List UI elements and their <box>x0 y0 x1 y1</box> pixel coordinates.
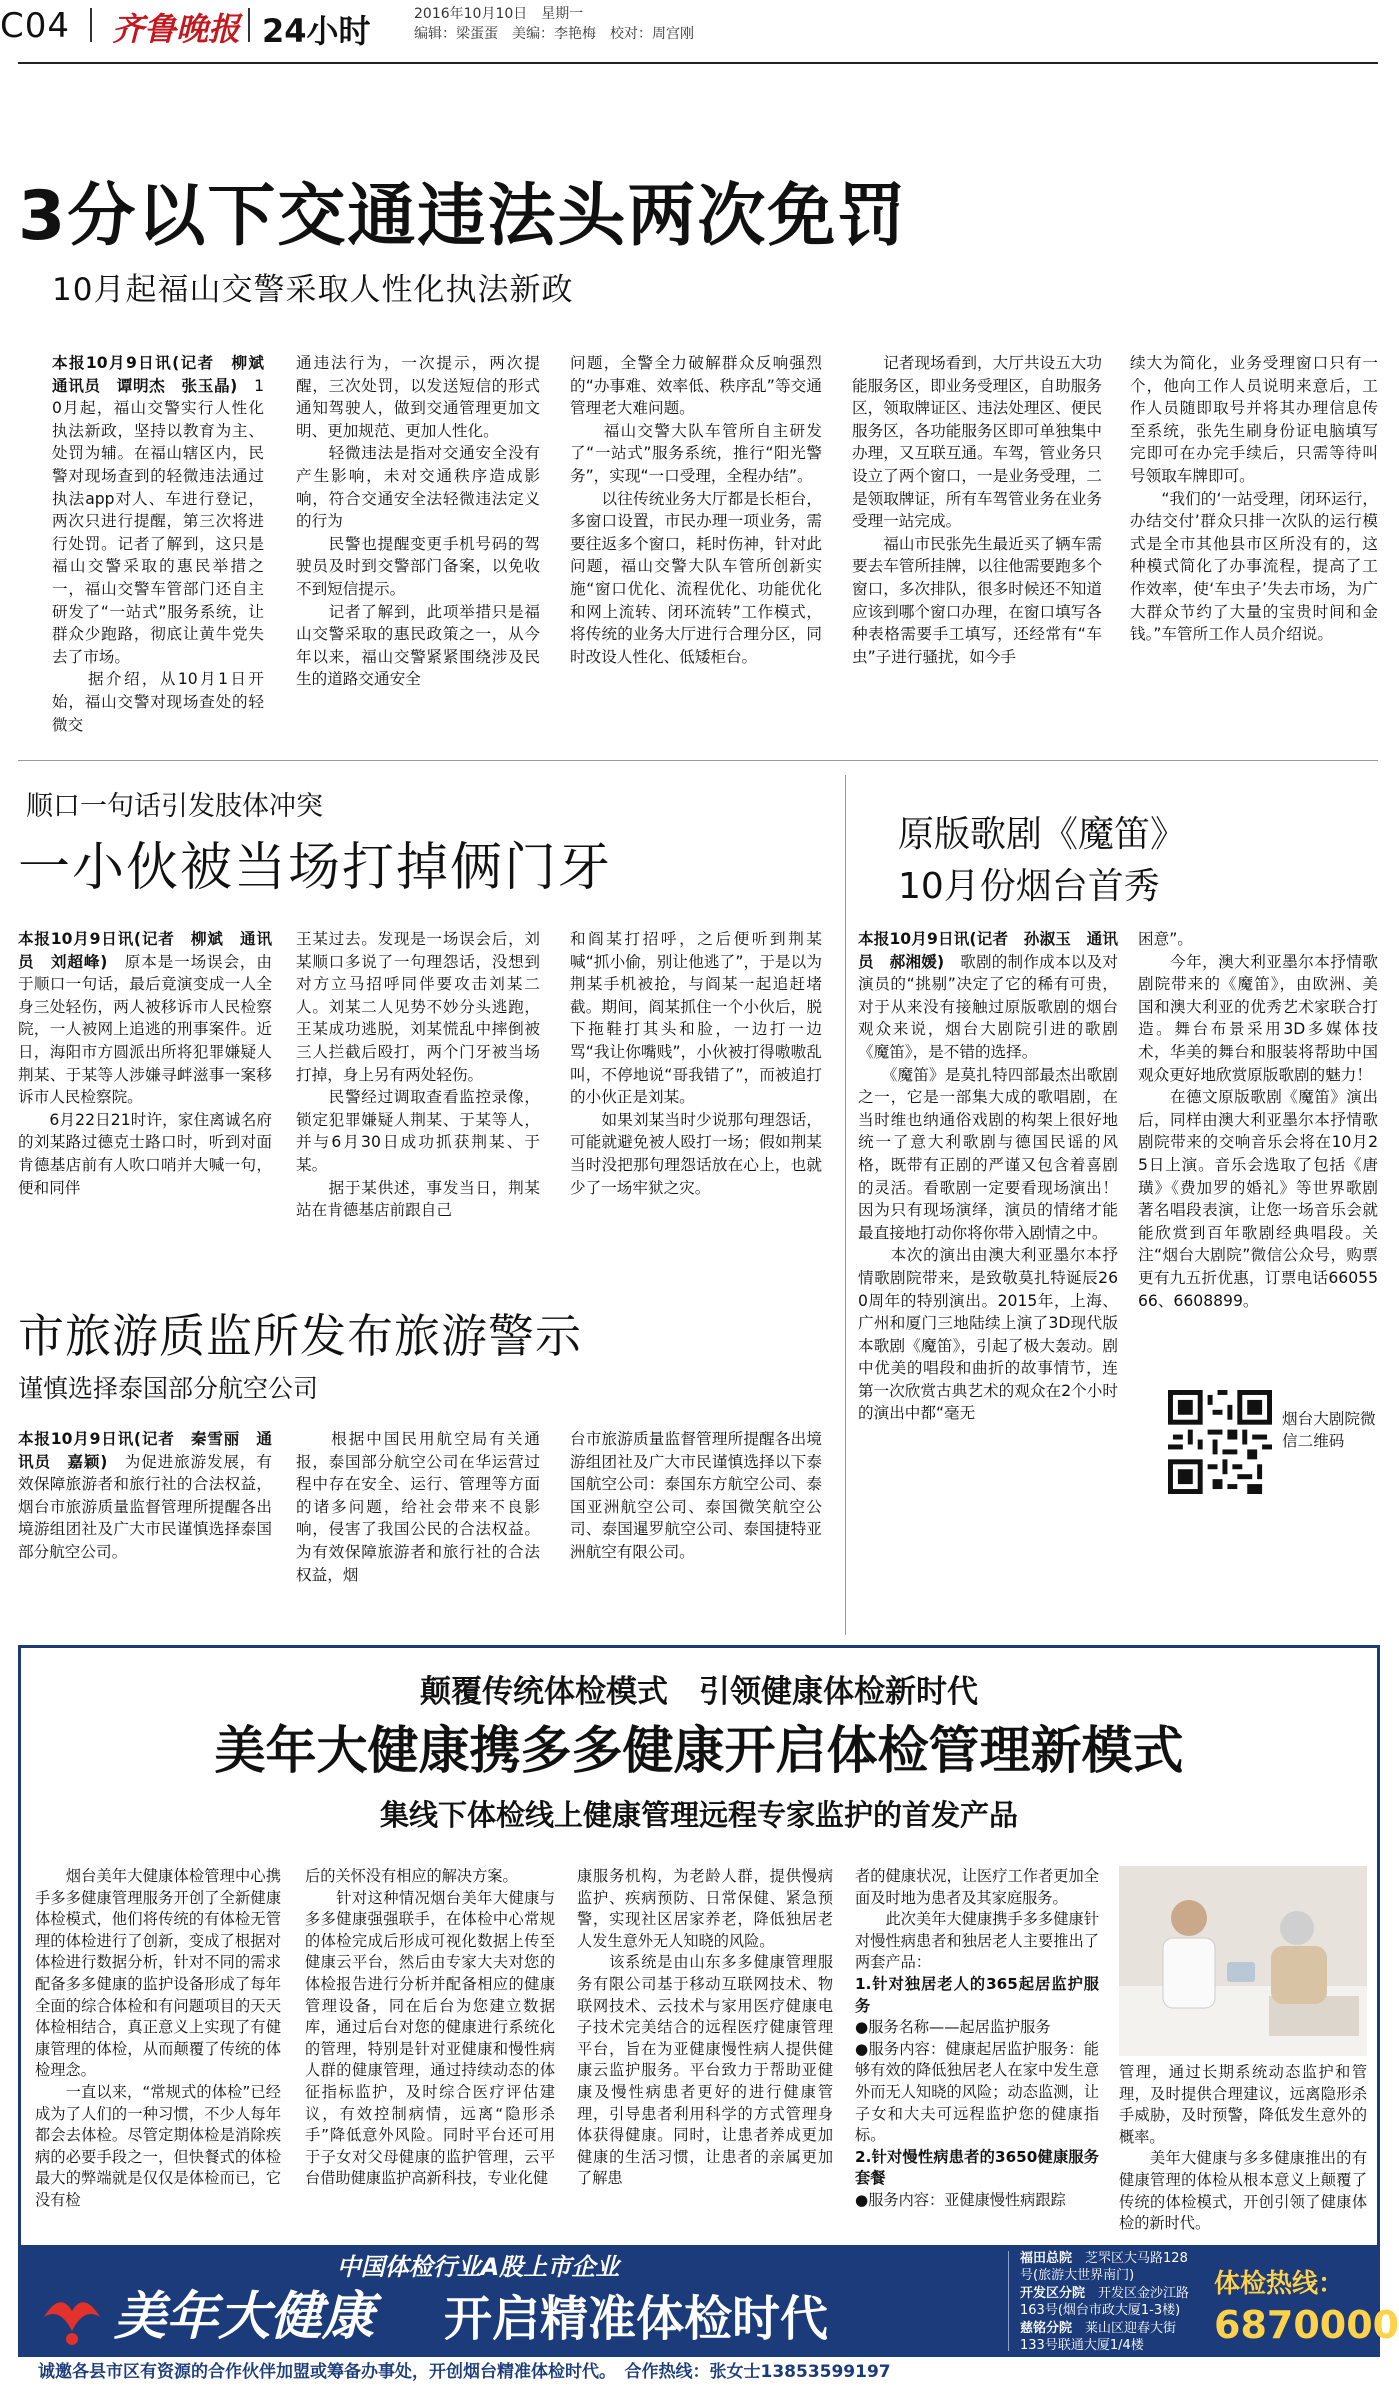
ad-headline: 美年大健康携多多健康开启体检管理新模式 <box>214 1722 1184 1781</box>
column-divider <box>845 775 846 1635</box>
article1-subhead: 10月起福山交警采取人性化执法新政 <box>52 272 574 308</box>
article1-col2: 通违法行为，一次提示，两次提醒，三次处罚，以发送短信的形式通知驾驶人，做到交通管理更加文明、更加规范、更加人性化。 轻微违法是指对交通安全没有产生影响，未对交通秩序造成影响，符合交通安全法轻微违法定义的行为 民警也提醒变更手机号码的驾驶员及时到交警部门备案，以免收不到短信提示。 记者了解到，此项举措只是福山交警采取的惠民政策之一，从今年以来，福山交警紧紧围绕涉及民生的道路交通安全 <box>296 354 540 689</box>
branch <box>1020 2251 1200 2284</box>
masthead-meta <box>414 4 694 44</box>
hotline-label: 体检热线： <box>1214 2269 1345 2299</box>
masthead-rule <box>18 62 1378 64</box>
ad-col2: 后的关怀没有相应的解决方案。 针对这种情况烟台美年大健康与多多健康强强联手，在体检中心常规的体检完成后形成可视化数据上传至健康云平台，然后由专家大夫对您的体检报告进行分析并配备相应的健康管理设备，同在后台为您建立数据库，通过后台对您的健康进行系统化的管理，特别是针对亚健康和慢性病人群的健康管理，通过持续动态的体征指标监护，及时综合医疗评估建议，有效控制病情，远离“隐形杀手”降低意外风险。同时平台还可用于子女对父母健康的监护管理，云平台借助健康监护高新科技，专业化健 <box>305 1867 555 2188</box>
ad-service2-item: ●服务内容：亚健康慢性病跟踪 <box>855 2190 1066 2209</box>
qr-code-icon <box>1168 1390 1272 1494</box>
article3-headline: 市旅游质监所发布旅游警示 <box>18 1309 582 1363</box>
section-name: 24小时 <box>262 12 371 50</box>
branch-list <box>1020 2251 1200 2354</box>
branch-name: 慈铭分院 <box>1020 2321 1073 2336</box>
paper-logo: 齐鲁晚报 <box>112 10 241 48</box>
article2-col1 <box>18 928 272 1286</box>
ad-service1-item: ●服务名称——起居监护服务 <box>855 2018 1051 2037</box>
article1-col5: 续大为简化，业务受理窗口只有一个，他向工作人员说明来意后，工作人员随即取号并将其办理信息传至系统，张先生刷身份证电脑填写完即可在办完手续后，只需等待叫号领取车牌即可。 “我们的‘一站受理，闭环运行，办结交付’群众只排一次队的运行模式是全市其他县市区所没有的，这种模式简化了办事流程，提高了工作效率，使‘车虫子’失去市场，为广大群众节约了大量的宝贵时间和金钱。”车管所工作人员介绍说。 <box>1130 354 1378 644</box>
franchise-line: 诚邀各县市区有资源的合作伙伴加盟或筹备办事处，开创烟台精准体检时代。 合作热线：张女士13853599197 <box>38 2362 891 2382</box>
hotline-number: 6870000 <box>1214 2303 1399 2347</box>
branch-name: 福田总院 <box>1020 2251 1073 2266</box>
article1-headline: 3分以下交通违法头两次免罚 <box>18 177 908 256</box>
article1-col1 <box>52 352 280 747</box>
masthead-divider <box>248 8 250 42</box>
article4-col2: 困意”。 今年，澳大利亚墨尔本抒情歌剧院带来的《魔笛》，由欧洲、美国和澳大利亚的优秀艺术家联合打造。舞台布景采用3D多媒体技术，华美的舞台和服装将帮助中国观众更好地欣赏原版歌剧的魅力！ 在德文原版歌剧《魔笛》演出后，同样由澳大利亚墨尔本抒情歌剧院带来的交响音乐会将在10月25日上演。音乐会选取了包括《唐璜》《费加罗的婚礼》等世界歌剧著名唱段表演，让您一场音乐会就能欣赏到百年歌剧经典唱段。关注“烟台大剧院”微信公众号，购票更有九五折优惠，订票电话6605566、6608899。 <box>1138 930 1378 1310</box>
ad-tagline: 颠覆传统体检模式 引领健康体检新时代 <box>420 1674 978 1710</box>
branch-name: 开发区分院 <box>1020 2286 1086 2301</box>
article4-headline: 原版歌剧《魔笛》 <box>898 814 1187 855</box>
branch <box>1020 2286 1200 2319</box>
article2-headline: 一小伙被当场打掉俩门牙 <box>18 838 613 898</box>
brand-name: 美年大健康 <box>114 2287 375 2347</box>
page-number: C04 <box>0 6 71 46</box>
masthead <box>0 0 1360 48</box>
article1-text: 10月起，福山交警实行人性化执法新政，坚持以教育为主、处罚为辅。在福山辖区内，民警对现场查到的轻微违法通过执法app对人、车进行登记，两次只进行提醒，第三次将进行处罚。记者了解到，这只是福山交警采取的惠民举措之一，福山交警车管部门还自主研发了“一站式”服务系统，让群众少跑路，彻底让黄牛党失去了市场。 据介绍，从10月1日开始，福山交警对现场查处的轻微交 <box>52 376 264 734</box>
ad-col4-intro: 者的健康状况，让医疗工作者更加全面及时地为患者及其家庭服务。 此次美年大健康携手多多健康针对慢性病患者和独居老人主要推出了两套产品： <box>855 1867 1099 1972</box>
brand-logo-icon <box>40 2287 104 2347</box>
section-divider <box>18 760 1378 761</box>
ad-service1-title: 1.针对独居老人的365起居监护服务 <box>855 1974 1099 2015</box>
article2-col3: 和阎某打招呼，之后便听到荆某喊“抓小偷，别让他逃了”，于是以为荆某手机被抢，与阎某一起追赶堵截。期间，阎某抓住一个小伙后，脱下拖鞋打其头和脸，一边打一边骂“我让你嘴贱”，小伙被打得嗷嗷乱叫，不停地说“哥我错了”，而被追打的小伙正是刘某。 如果刘某当时少说那句理怨话，可能就避免被人殴打一场；假如荆某当时没把那句理怨话放在心上，也就少了一场牢狱之灾。 <box>570 930 822 1197</box>
brand-slogan: 开启精准体检时代 <box>444 2291 829 2347</box>
branch-address: 芝罘区大马路128号(旅游大世界南门) <box>1020 2251 1188 2283</box>
article3-lead: 本报10月9日讯(记者 秦雪丽 通讯员 嘉颖) <box>18 1430 272 1471</box>
ad-col1: 烟台美年大健康体检管理中心携手多多健康管理服务开创了全新健康体检模式，他们将传统的有体检无管理的体检进行了创新，变成了根据对体检进行数据分析，针对不同的需求配备多多健康的监护设备形成了每年全面的综合体检和有问题项目的天天体检相结合，真正意义上实现了有健康管理的体检，从而颠覆了传统的体检理念。 一直以来，“常规式的体检”已经成为了人们的一种习惯，不少人每年都会去体检。尽管定期体检是消除疾病的必要手段之一，但快餐式的体检最大的弊端就是仅仅是体检而已，它没有检 <box>35 1867 281 2209</box>
article2-col2: 王某过去。发现是一场误会后，刘某顺口多说了一句理怨话，没想到对方立马招呼同伴要攻击刘某二人。刘某二人见势不妙分头逃跑，王某成功逃脱，刘某慌乱中摔倒被三人拦截后殴打，两个门牙被当场打掉，身上另有两处轻伤。 民警经过调取查看监控录像，锁定犯罪嫌疑人荆某、于某等人，并与6月30日成功抓获荆某、于某。 据于某供述，事发当日，荆某站在肯德基店前跟自己 <box>296 930 540 1220</box>
article1-col3: 问题，全警全力破解群众反响强烈的“办事难、效率低、秩序乱”等交通管理老大难问题。 福山交警大队车管所自主研发了“一站式”服务系统，推行“阳光警务”，实现“一口受理，全程办结”。 以往传统业务大厅都是长柜台，多窗口设置，市民办理一项业务，需要往返多个窗口，耗时伤神，针对此问题，福山交警大队车管所创新实施“窗口优化、流程优化、功能优化和网上流转、闭环流转”工作模式，将传统的业务大厅进行合理分区，同时改设人性化、低矮柜台。 <box>570 354 822 666</box>
masthead-divider <box>90 8 92 42</box>
article4-subhead: 10月份烟台首秀 <box>898 866 1160 907</box>
article3-col3: 台市旅游质量监督管理所提醒各出境游组团社及广大市民谨慎选择以下泰国航空公司：泰国东方航空公司、泰国亚洲航空公司、泰国微笑航空公司、泰国暹罗航空公司、泰国捷特亚洲航空有限公司。 <box>570 1430 822 1561</box>
article1-col4: 记者现场看到，大厅共设五大功能服务区，即业务受理区，自助服务区，领取牌证区、违法处理区、便民服务区，各功能服务区即可单独集中办理，又互联互通。车驾，管业务只设立了两个窗口，一是业务受理，二是领取牌证，所有车驾管业务在业务受理一站完成。 福山市民张先生最近买了辆车需要去车管所挂牌，以往他需要跑多个窗口，多次排队，很多时候还不知道应该到哪个窗口办理，在窗口填写各种表格需要手工填写，还经常有“车虫”子进行骚扰，如今手 <box>852 354 1102 666</box>
issue-date: 2016年10月10日 星期一 <box>414 6 584 22</box>
ad-banner <box>18 2245 1399 2387</box>
article3-subhead: 谨慎选择泰国部分航空公司 <box>18 1374 319 1403</box>
ad-col3: 康服务机构，为老龄人群，提供慢病监护、疾病预防、日常保健、紧急预警，实现社区居家养老，降低独居老人发生意外无人知晓的风险。 该系统是由山东多多健康管理服务有限公司基于移动互联网技术、物联网技术、云技术与家用医疗健康电子技术完美结合的远程医疗健康管理平台，旨在为亚健康慢性病人提供健康云监护服务。平台致力于帮助亚健康及慢性病患者更好的进行健康管理，引导患者利用科学的方式管理身体获得健康。同时，让患者养成更加健康的生活习惯，让患者的亲属更加了解患 <box>577 1867 833 2188</box>
article2-text: 原本是一场误会，由于顺口一句话，最后竟演变成一人全身三处轻伤，两人被移诉市人民检察院，一人被网上追逃的刑事案件。近日，海阳市方圆派出所将犯罪嫌疑人荆某、于某等人涉嫌寻衅滋事一案移诉市人民检察院。 6月22日21时许，家住离诚名府的刘某路过德克士路口时，听到对面肯德基店前有人吹口哨并大喊一句，便和同伴 <box>18 952 272 1197</box>
article4-lead: 本报10月9日讯(记者 孙淑玉 通讯员 郝湘媛) <box>858 930 1118 971</box>
qr-caption: 烟台大剧院微信二维码 <box>1282 1410 1376 1450</box>
editors-line: 编辑：梁蛋蛋 美编：李艳梅 校对：周宫刚 <box>414 26 694 42</box>
ad-service2-title: 2.针对慢性病患者的3650健康服务套餐 <box>855 2147 1099 2188</box>
branch <box>1020 2321 1200 2354</box>
ad-service1-item: ●服务内容：健康起居监护服务：能够有效的降低独居老人在家中发生意外而无人知晓的风险；动态监测，让子女和大夫可远程监护您的健康指标。 <box>855 2039 1099 2145</box>
article1-lead: 本报10月9日讯(记者 柳斌 通讯员 谭明杰 张玉晶) <box>52 354 280 395</box>
banner-divider <box>1008 2251 1009 2351</box>
ad-photo <box>1119 1866 1367 2056</box>
article3-text: 为促进旅游发展，有效保障旅游者和旅行社的合法权益，烟台市旅游质量监督管理所提醒各出境游组团社及广大市民谨慎选择泰国部分航空公司。 <box>18 1452 272 1561</box>
article2-lead: 本报10月9日讯(记者 柳斌 通讯员 刘超峰) <box>18 930 272 971</box>
banner-tagline: 中国体检行业A股上市企业 <box>336 2253 620 2281</box>
ad-col5: 管理，通过长期系统动态监护和管理，及时提供合理建议，远离隐形杀手威胁，及时预警，降低发生意外的概率。 美年大健康与多多健康推出的有健康管理的体检从根本意义上颠覆了传统的体检模式，开创引领了健康体检的新时代。 <box>1119 2063 1367 2233</box>
branch-address: 莱山区迎春大街133号联通大厦1/4楼 <box>1020 2321 1177 2353</box>
ad-col4 <box>855 1866 1099 2238</box>
article3-col1 <box>18 1428 272 1628</box>
article3-col2: 根据中国民用航空局有关通报，泰国部分航空公司在华运营过程中存在安全、运行、管理等方面的诸多问题，给社会带来不良影响，侵害了我国公民的合法权益。为有效保障旅游者和旅行社的合法权益，烟 <box>296 1430 540 1584</box>
article2-kicker: 顺口一句话引发肢体冲突 <box>26 791 323 822</box>
branch-address: 开发区金沙江路163号(烟台市政大厦1-3楼) <box>1020 2286 1190 2318</box>
article4-text: 歌剧的制作成本以及对演员的“挑剔”决定了它的稀有可贵，对于从来没有接触过原版歌剧的烟台观众来说，烟台大剧院引进的歌剧《魔笛》，是不错的选择。 《魔笛》是莫扎特四部最杰出歌剧之一，它是一部集大成的歌唱剧，在当时维也纳通俗戏剧的构架上很好地统一了意大利歌剧与德国民谣的风格，既带有正剧的严谨又包含着喜剧的灵活。看歌剧一定要看现场演出！因为只有现场演绎，演员的情绪才能最直接地打动你将你带入剧情之中。 本次的演出由澳大利亚墨尔本抒情歌剧院带来，是致敬莫扎特诞辰260周年的特别演出。2015年，上海、广州和厦门三地陆续上演了3D现代版本歌剧《魔笛》，引起了极大轰动。剧中优美的唱段和曲折的故事情节，连第一次欣赏古典艺术的观众在2个小时的演出中都“毫无 <box>858 952 1118 1423</box>
article4-col1 <box>858 928 1118 1628</box>
ad-subhead: 集线下体检线上健康管理远程专家监护的首发产品 <box>379 1798 1018 1832</box>
